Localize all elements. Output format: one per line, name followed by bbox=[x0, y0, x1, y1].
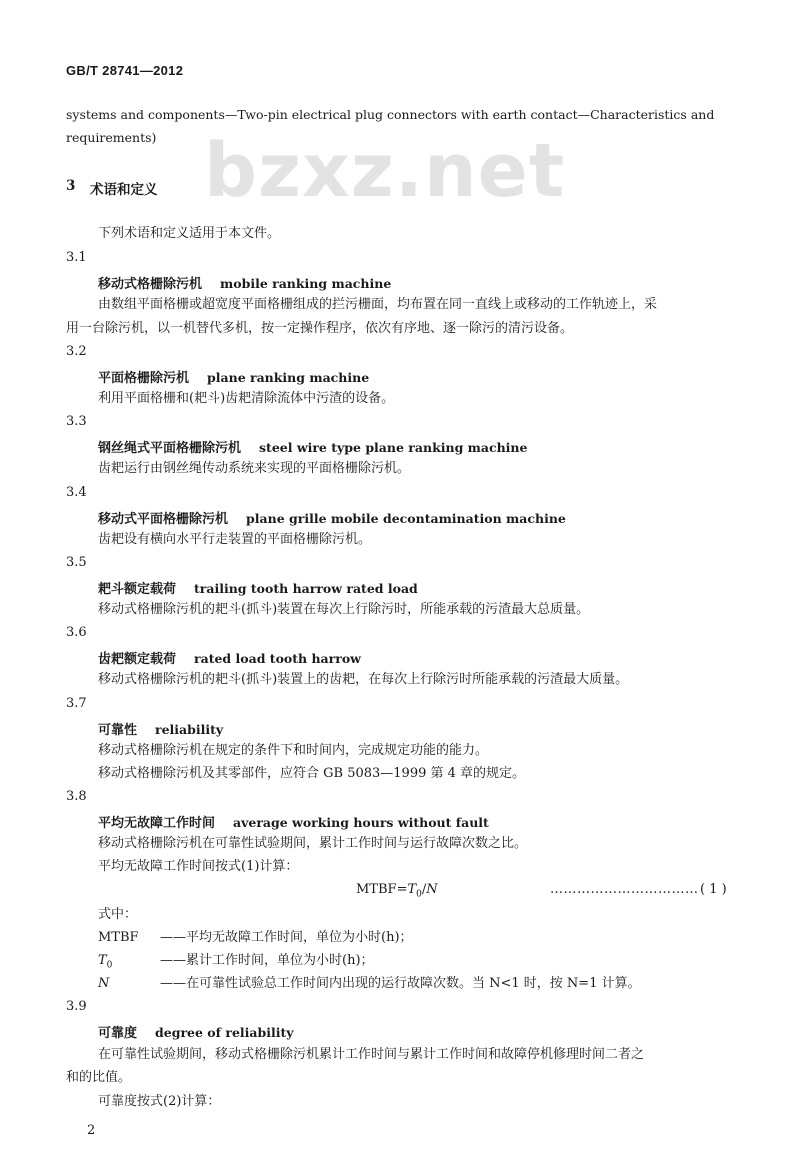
term-definition: 齿耙设有横向水平行走装置的平面格栅除污机。 bbox=[98, 532, 372, 547]
term-zh: 齿耙额定载荷 bbox=[98, 652, 177, 667]
term-definition: 移动式格栅除污机在规定的条件下和时间内，完成规定功能的能力。 bbox=[98, 743, 489, 758]
where-text: 在可靠性试验总工作时间内出现的运行故障次数。当 N<1 时，按 N=1 计算。 bbox=[186, 976, 641, 991]
where-label: 式中： bbox=[98, 907, 138, 922]
term-en: degree of reliability bbox=[155, 1025, 294, 1040]
term-definition: 齿耙运行由钢丝绳传动系统来实现的平面格栅除污机。 bbox=[98, 461, 411, 476]
term-number: 3.4 bbox=[66, 485, 87, 500]
term-number: 3.2 bbox=[66, 344, 87, 359]
where-symbol-sub: 0 bbox=[106, 960, 113, 971]
formula-t0-sub: 0 bbox=[416, 889, 422, 900]
section-title: 术语和定义 bbox=[90, 182, 158, 198]
term-definition: 移动式格栅除污机及其零部件，应符合 GB 5083—1999 第 4 章的规定。 bbox=[98, 766, 526, 781]
section-lead: 下列术语和定义适用于本文件。 bbox=[98, 226, 281, 241]
term-number: 3.6 bbox=[66, 625, 87, 640]
where-dash: —— bbox=[160, 976, 186, 991]
term-heading bbox=[98, 812, 489, 831]
term-number: 3.8 bbox=[66, 789, 87, 804]
formula-n: N bbox=[426, 882, 438, 897]
term-number: 3.3 bbox=[66, 414, 87, 429]
page-number: 2 bbox=[87, 1123, 96, 1138]
where-symbol: T bbox=[98, 953, 107, 968]
term-heading bbox=[98, 578, 418, 597]
term-en: rated load tooth harrow bbox=[194, 651, 361, 666]
term-zh: 移动式平面格栅除污机 bbox=[98, 512, 229, 527]
term-heading bbox=[98, 273, 391, 292]
term-heading bbox=[98, 719, 223, 738]
term-definition: 可靠度按式(2)计算： bbox=[98, 1094, 221, 1109]
where-text: 累计工作时间，单位为小时(h)； bbox=[186, 953, 374, 968]
section-number: 3 bbox=[66, 178, 76, 194]
formula-lhs: MTBF bbox=[356, 882, 397, 897]
formula-t0: T bbox=[407, 882, 417, 897]
term-number: 3.5 bbox=[66, 555, 87, 570]
where-dash: —— bbox=[160, 953, 186, 968]
term-number: 3.7 bbox=[66, 696, 87, 711]
intro-line-2: requirements) bbox=[66, 130, 157, 145]
term-zh: 耙斗额定载荷 bbox=[98, 582, 177, 597]
watermark: bzxz.net bbox=[204, 128, 566, 214]
term-heading bbox=[98, 648, 361, 667]
formula-label: ( 1 ) bbox=[700, 882, 727, 897]
formula-1 bbox=[356, 882, 438, 900]
term-en: reliability bbox=[155, 722, 224, 737]
term-zh: 平面格栅除污机 bbox=[98, 371, 190, 386]
where-symbol: MTBF bbox=[98, 930, 139, 945]
where-row bbox=[98, 952, 374, 975]
term-definition: 移动式格栅除污机在可靠性试验期间，累计工作时间与运行故障次数之比。 bbox=[98, 836, 528, 851]
where-symbol: N bbox=[98, 976, 110, 991]
term-definition: 移动式格栅除污机的耙斗(抓斗)装置在每次上行除污时，所能承载的污渣最大总质量。 bbox=[98, 602, 590, 617]
term-definition: 移动式格栅除污机的耙斗(抓斗)装置上的齿耙，在每次上行除污时所能承载的污渣最大质量。 bbox=[98, 672, 629, 687]
formula-leader-dots: …………………………… bbox=[550, 882, 699, 897]
term-number: 3.1 bbox=[66, 250, 87, 265]
term-heading bbox=[98, 1022, 294, 1041]
term-en: plane ranking machine bbox=[207, 370, 370, 385]
term-definition: 平均无故障工作时间按式(1)计算： bbox=[98, 859, 299, 874]
term-heading bbox=[98, 508, 566, 527]
term-zh: 可靠度 bbox=[98, 1026, 138, 1041]
term-definition: 和的比值。 bbox=[66, 1070, 132, 1085]
term-heading bbox=[98, 437, 527, 456]
term-zh: 钢丝绳式平面格栅除污机 bbox=[98, 441, 242, 456]
term-en: plane grille mobile decontamination machine bbox=[246, 511, 566, 526]
intro-line-1: systems and components—Two-pin electrical plug connectors with earth contact—Characteristics and bbox=[66, 107, 715, 122]
term-en: mobile ranking machine bbox=[220, 276, 392, 291]
term-en: average working hours without fault bbox=[233, 815, 489, 830]
term-zh: 可靠性 bbox=[98, 723, 138, 738]
term-definition: 在可靠性试验期间，移动式格栅除污机累计工作时间与累计工作时间和故障停机修理时间二者之 bbox=[98, 1047, 645, 1062]
term-zh: 平均无故障工作时间 bbox=[98, 816, 216, 831]
where-row bbox=[98, 929, 413, 947]
term-number: 3.9 bbox=[66, 999, 87, 1014]
formula-equals: = bbox=[396, 882, 408, 897]
term-heading bbox=[98, 367, 369, 386]
term-en: steel wire type plane ranking machine bbox=[259, 440, 528, 455]
term-zh: 移动式格栅除污机 bbox=[98, 277, 203, 292]
where-text: 平均无故障工作时间，单位为小时(h)； bbox=[186, 930, 413, 945]
term-definition: 由数组平面格栅或超宽度平面格栅组成的拦污栅面，均布置在同一直线上或移动的工作轨迹上，采 bbox=[98, 297, 658, 312]
formula-slash: / bbox=[421, 882, 427, 897]
standard-number: GB/T 28741—2012 bbox=[66, 63, 184, 78]
term-en: trailing tooth harrow rated load bbox=[194, 581, 418, 596]
where-dash: —— bbox=[160, 930, 186, 945]
term-definition: 利用平面格栅和(耙斗)齿耙清除流体中污渣的设备。 bbox=[98, 391, 395, 406]
term-definition: 用一台除污机，以一机替代多机，按一定操作程序，依次有序地、逐一除污的清污设备。 bbox=[66, 321, 574, 336]
where-row bbox=[98, 975, 641, 993]
